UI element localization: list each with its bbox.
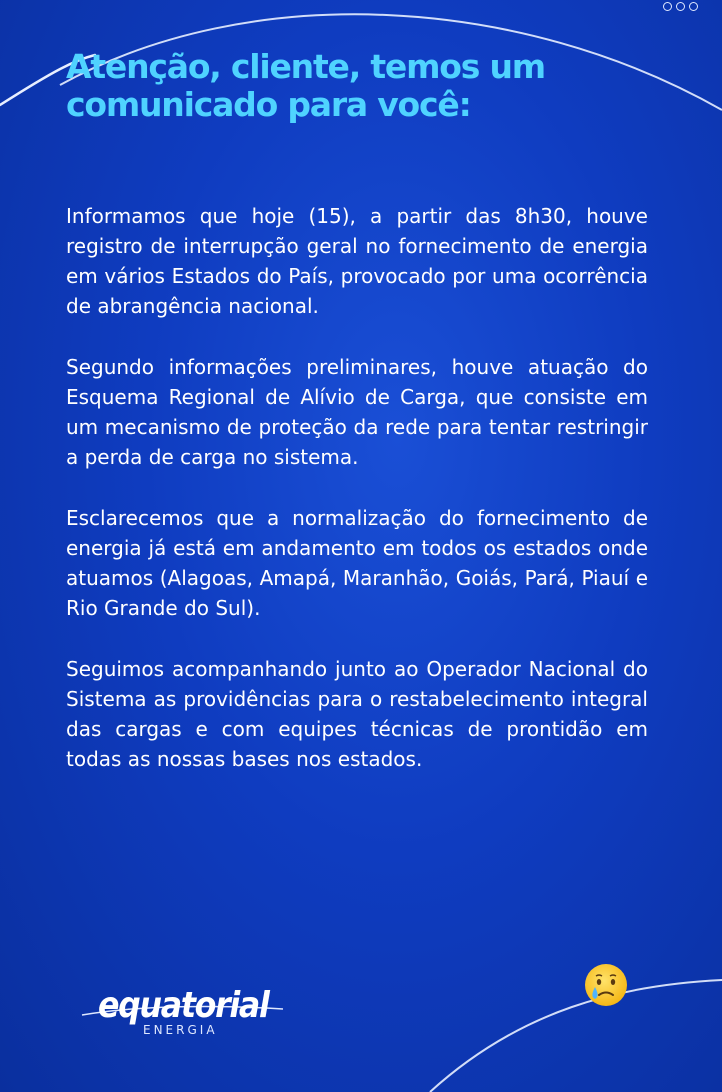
paragraph-3: Esclarecemos que a normalização do fornecimento de energia já está em andamento em todos os estados onde atuamos (Alagoas, Amapá, Maranhão, Goiás, Pará, Piauí e Rio Grande do Sul).	[66, 506, 648, 620]
announcement-body	[66, 201, 648, 805]
paragraph-1: Informamos que hoje (15), a partir das 8h30, houve registro de interrupção geral no fornecimento de energia em vários Estados do País, provocado por uma ocorrência de abrangência nacional.	[66, 204, 648, 318]
dot	[689, 2, 698, 11]
logo-subtitle: ENERGIA	[143, 1023, 218, 1037]
paragraph-2: Segundo informações preliminares, houve atuação do Esquema Regional de Alívio de Carga, que consiste em um mecanismo de proteção da rede para tentar restringir a perda de carga no sistema.	[66, 355, 648, 469]
equatorial-logo	[80, 985, 280, 1045]
three-dots-icon[interactable]	[663, 2, 698, 11]
heading-line-1: Atenção, cliente, temos um	[66, 47, 545, 86]
announcement-heading	[66, 48, 666, 124]
paragraph-4: Seguimos acompanhando junto ao Operador Nacional do Sistema as providências para o restabelecimento integral das cargas e com equipes técnicas de prontidão em todas as nossas bases nos estados.	[66, 657, 648, 771]
crying-face-icon	[581, 962, 631, 1008]
heading-line-2: comunicado para você:	[66, 85, 471, 124]
logo-word: equatorial	[98, 985, 269, 1026]
dot	[676, 2, 685, 11]
dot	[663, 2, 672, 11]
